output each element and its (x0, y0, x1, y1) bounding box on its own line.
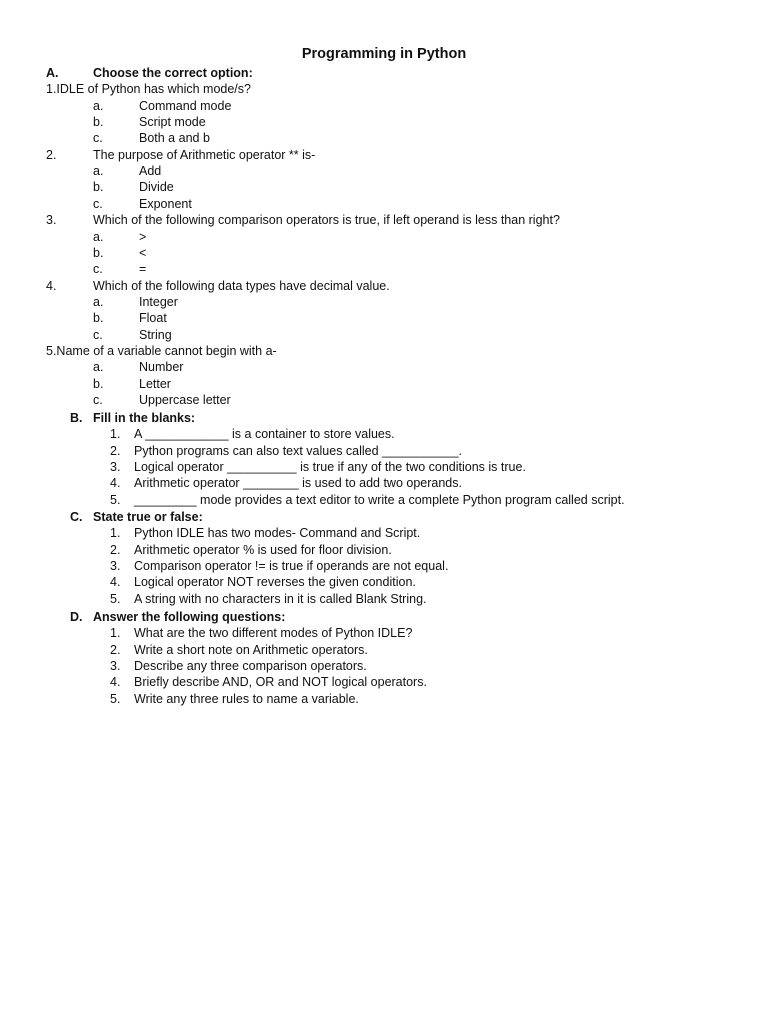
option-text: Divide (139, 180, 174, 195)
option-letter: c. (93, 196, 103, 211)
option-letter: b. (93, 180, 104, 195)
section-d-item-3: Describe any three comparison operators. (134, 659, 367, 674)
section-c-item-2: Arithmetic operator % is used for floor division. (134, 542, 392, 557)
section-d-item-5: Write any three rules to name a variable. (134, 691, 359, 706)
option-letter: a. (93, 164, 104, 179)
item-number: 2. (110, 642, 121, 657)
option-letter: a. (93, 98, 104, 113)
section-b-item-5: _________ mode provides a text editor to write a complete Python program called script. (134, 492, 625, 507)
option-text: Exponent (139, 196, 192, 211)
option-text: Float (139, 311, 167, 326)
option-text: Integer (139, 294, 178, 309)
option-text: Both a and b (139, 131, 210, 146)
question-number: 3. (46, 213, 57, 228)
option-letter: c. (93, 262, 103, 277)
section-d-item-4: Briefly describe AND, OR and NOT logical operators. (134, 675, 427, 690)
option-letter: c. (93, 131, 103, 146)
option-letter: a. (93, 229, 104, 244)
item-number: 2. (110, 443, 121, 458)
section-a-marker: A. (46, 66, 59, 80)
option-letter: c. (93, 327, 103, 342)
option-letter: a. (93, 360, 104, 375)
section-b-item-4: Arithmetic operator ________ is used to add two operands. (134, 476, 462, 491)
option-text: = (139, 262, 147, 277)
item-number: 5. (110, 492, 121, 507)
section-b-marker: B. (70, 411, 83, 425)
option-text: Script mode (139, 115, 206, 130)
section-b-heading: Fill in the blanks: (93, 411, 196, 425)
option-letter: b. (93, 115, 104, 130)
option-text: > (139, 229, 147, 244)
item-number: 1. (110, 626, 121, 641)
section-d-item-1: What are the two different modes of Python IDLE? (134, 626, 413, 641)
item-number: 5. (110, 691, 121, 706)
section-b-item-3: Logical operator __________ is true if any of the two conditions is true. (134, 460, 526, 475)
section-d-heading: Answer the following questions: (93, 610, 286, 624)
option-letter: b. (93, 245, 104, 260)
item-number: 2. (110, 542, 121, 557)
option-letter: c. (93, 393, 103, 407)
section-c-heading: State true or false: (93, 510, 203, 524)
item-number: 4. (110, 476, 121, 491)
section-d-marker: D. (70, 610, 83, 624)
question-number: 4. (46, 278, 57, 293)
item-number: 1. (110, 427, 121, 442)
section-d-item-2: Write a short note on Arithmetic operators. (134, 642, 368, 657)
option-letter: b. (93, 376, 104, 391)
option-text: String (139, 327, 172, 342)
question-number: 2. (46, 147, 57, 162)
document-title: Programming in Python (301, 46, 467, 62)
item-number: 3. (110, 659, 121, 674)
option-letter: a. (93, 294, 104, 309)
option-text: Uppercase letter (139, 393, 231, 407)
section-c-item-4: Logical operator NOT reverses the given condition. (134, 575, 416, 590)
item-number: 3. (110, 559, 121, 574)
option-text: Add (139, 164, 162, 179)
section-c-item-1: Python IDLE has two modes- Command and Script. (134, 526, 421, 541)
item-number: 4. (110, 675, 121, 690)
section-c-item-3: Comparison operator != is true if operands are not equal. (134, 559, 449, 574)
question-4: Which of the following data types have decimal value. (93, 278, 390, 293)
section-c-marker: C. (70, 510, 83, 524)
option-letter: b. (93, 311, 104, 326)
option-text: Command mode (139, 98, 232, 113)
section-b-item-2: Python programs can also text values called ___________. (134, 443, 462, 458)
section-b-item-1: A ____________ is a container to store values. (134, 427, 395, 442)
item-number: 4. (110, 575, 121, 590)
question-3: Which of the following comparison operators is true, if left operand is less than right? (93, 213, 560, 228)
item-number: 5. (110, 591, 121, 606)
option-text: < (139, 245, 147, 260)
section-c-item-5: A string with no characters in it is called Blank String. (134, 591, 427, 606)
item-number: 1. (110, 526, 121, 541)
question-1: 1.IDLE of Python has which mode/s? (46, 82, 251, 97)
question-5: 5.Name of a variable cannot begin with a- (46, 343, 277, 358)
option-text: Number (139, 360, 184, 375)
item-number: 3. (110, 460, 121, 475)
option-text: Letter (139, 376, 171, 391)
section-a-heading: Choose the correct option: (93, 66, 253, 80)
question-2: The purpose of Arithmetic operator ** is- (93, 147, 316, 162)
